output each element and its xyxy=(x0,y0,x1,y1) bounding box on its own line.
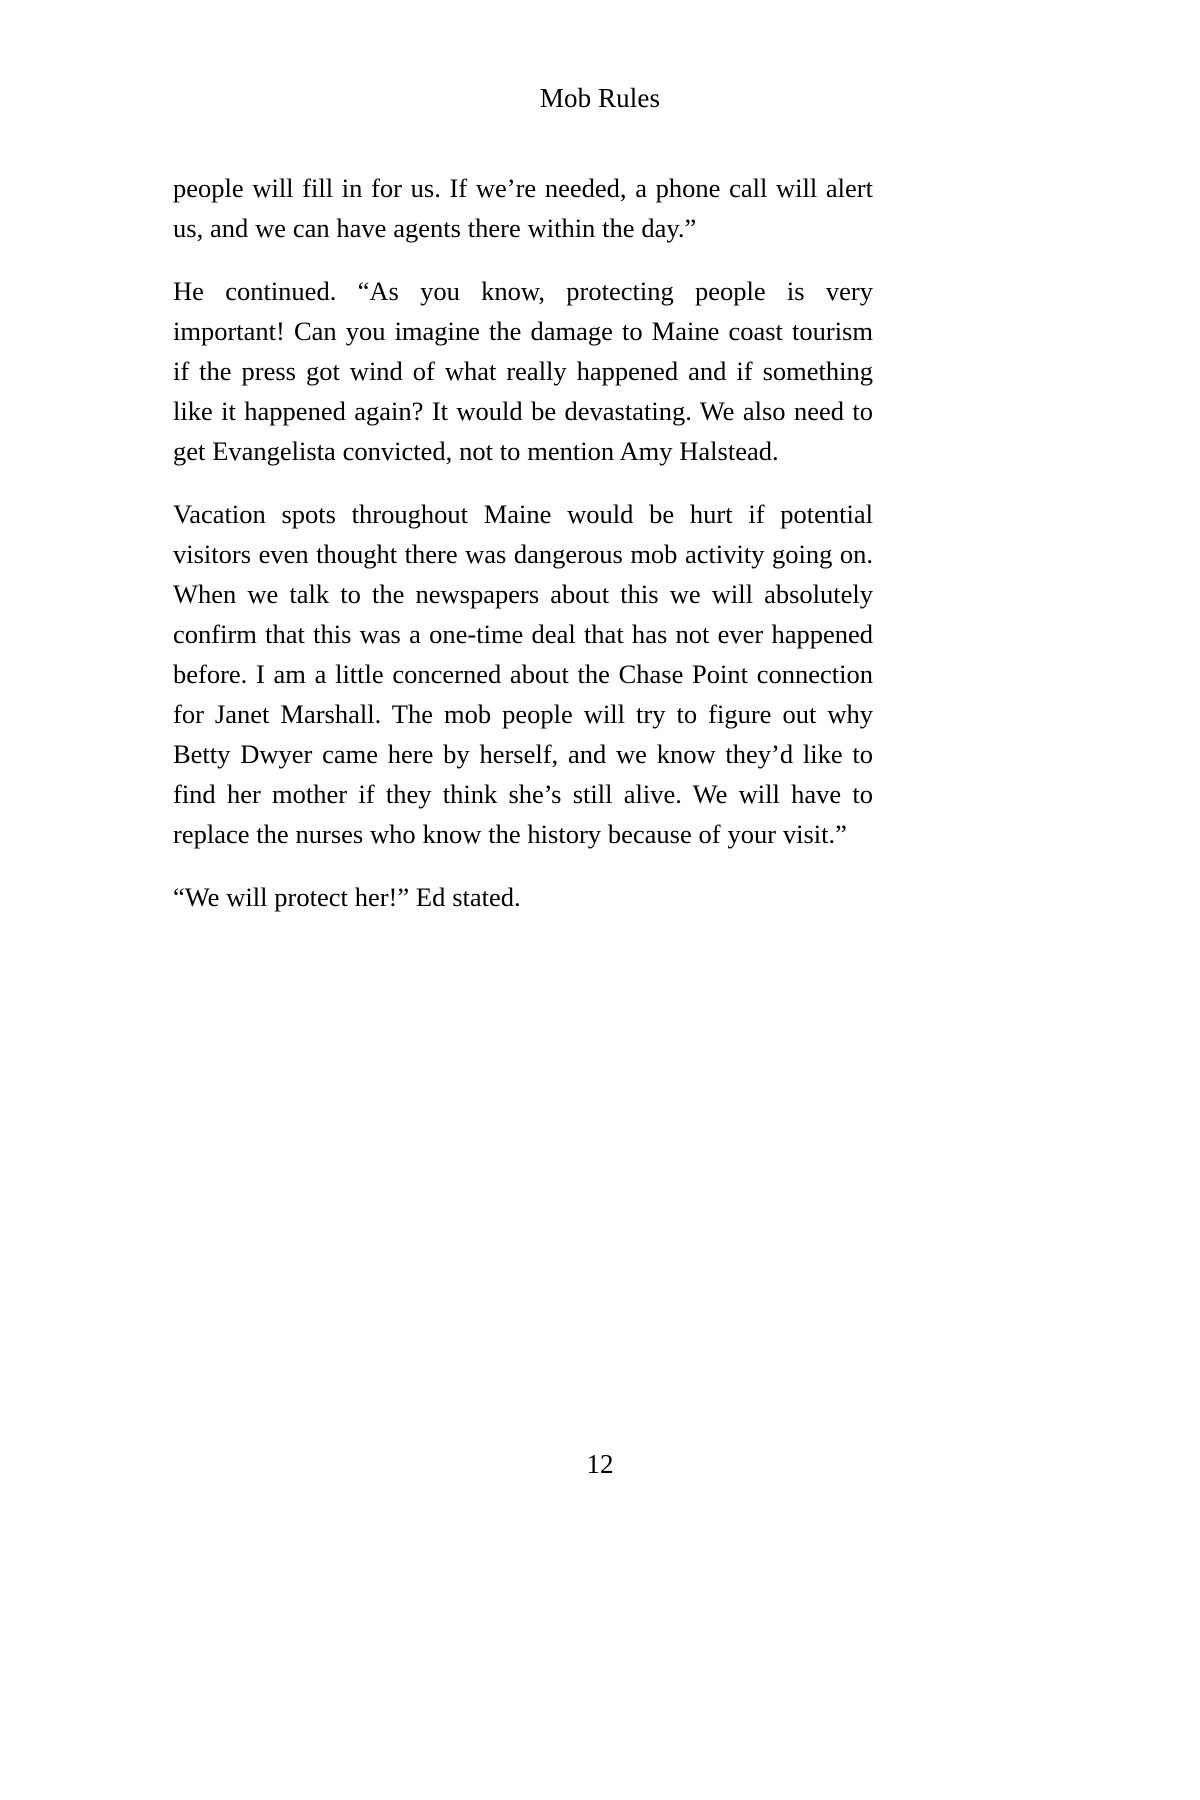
body-paragraph-4: “We will protect her!” Ed stated. xyxy=(173,882,521,912)
running-head-title: Mob Rules xyxy=(539,83,661,113)
body-paragraph-2: He continued. “As you know, protecting people is very important! Can you imagine the damage to Maine coast tourism if the press got wind of what really happened and if something like it happened again? It would be devastating. We also need to get Evangelista convicted, not to mention Amy Halstead. xyxy=(173,276,873,466)
page-number: 12 xyxy=(586,1449,614,1479)
body-text-column xyxy=(173,168,873,917)
body-paragraph-1: people will fill in for us. If we’re needed, a phone call will alert us, and we can have agents there within the day.” xyxy=(173,173,873,243)
body-paragraph-3: Vacation spots throughout Maine would be hurt if potential visitors even thought there was dangerous mob activity going on. When we talk to the newspapers about this we will absolutely confirm that this was a one-time deal that has not ever happened before. I am a little concerned about the Chase Point connection for Janet Marshall. The mob people will try to figure out why Betty Dwyer came here by herself, and we know they’d like to find her mother if they think she’s still alive. We will have to replace the nurses who know the history because of your visit.” xyxy=(173,499,873,849)
